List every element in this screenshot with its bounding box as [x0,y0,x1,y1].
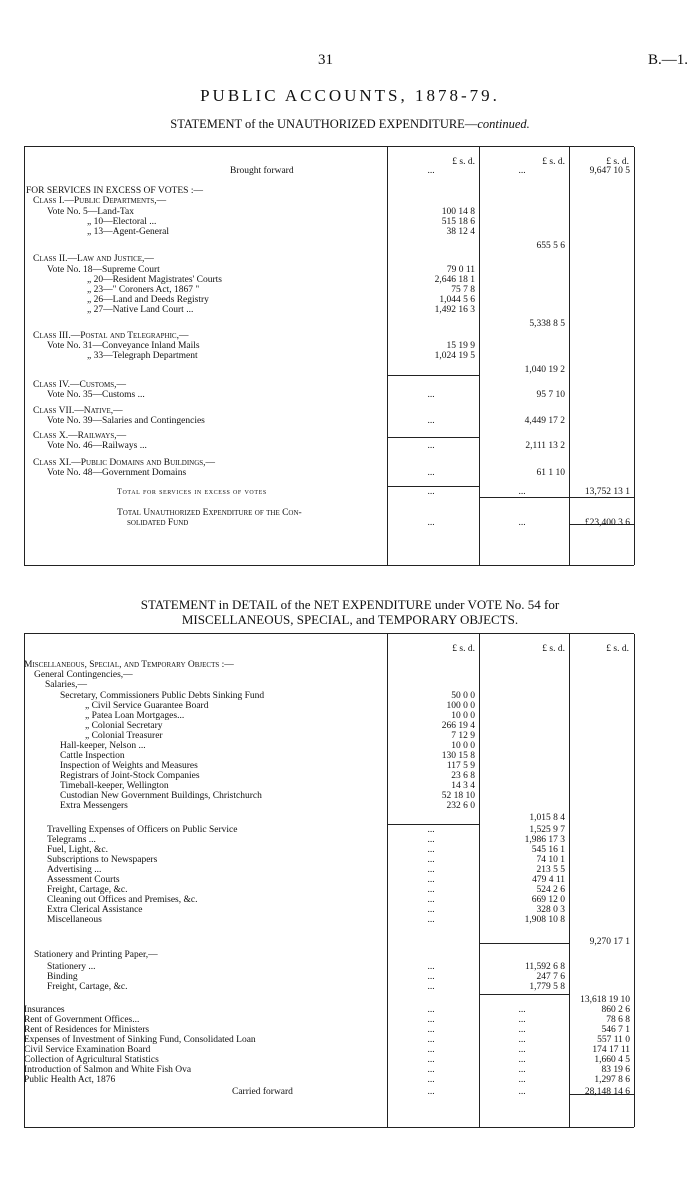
row-label: „ 13—Agent-General [87,227,170,237]
series-code: B.—1. [648,52,689,68]
amount-c2: ... [518,1015,526,1025]
amount-c2: 655 5 6 [536,241,565,251]
row-label: Travelling Expenses of Officers on Public Service [47,825,238,835]
amount-c1: 52 18 10 [441,791,475,801]
row-label: Inspection of Weights and Measures [60,761,198,771]
row-label: Class VII.—Native,— [33,406,123,416]
row-label: Advertising ... [47,865,102,875]
row-label: Total for services in excess of votes [117,487,267,496]
amount-c2: 524 2 6 [536,885,565,895]
amount-c1: ... [427,972,435,982]
amount-c2: ... [518,1055,526,1065]
amount-c2: ... [518,166,526,176]
amount-c1: ... [427,1005,435,1015]
row-label: Total Unauthorized Expenditure of the Con- [117,508,302,518]
amount-c1: ... [427,962,435,972]
col-head-3: £ s. d. [606,644,629,654]
row-label: Assessment Courts [47,875,120,885]
row-label: „ 20—Resident Magistrates' Courts [87,275,222,285]
table-row [24,812,634,824]
row-label: „ 26—Land and Deeds Registry [87,295,209,305]
col-head-1: £ s. d. [452,644,475,654]
amount-c2: 247 7 6 [536,972,565,982]
amount-c1: 38 12 4 [446,227,475,237]
row-label: Collection of Agricultural Statistics [24,1055,159,1065]
amount-c1: ... [427,390,435,400]
table-row [24,226,634,238]
amount-c1: ... [427,825,435,835]
statement1-title [0,117,700,132]
row-label: Fuel, Light, &c. [47,845,108,855]
row-label: Vote No. 48—Government Domains [47,468,187,478]
row-label: Telegrams ... [47,835,96,845]
row-label: Vote No. 39—Salaries and Contingencies [47,416,205,426]
amount-c1: 117 5 9 [446,761,475,771]
page-title: PUBLIC ACCOUNTS, 1878-79. [200,86,500,105]
statement2-title-line2: MISCELLANEOUS, SPECIAL, and TEMPORARY OBJECTS. [181,612,519,627]
row-label: Subscriptions to Newspapers [47,855,158,865]
amount-c1: ... [427,875,435,885]
row-label: Vote No. 5—Land-Tax [47,207,135,217]
amount-c1: ... [427,905,435,915]
row-label: Secretary, Commissioners Public Debts Sinking Fund [60,691,265,701]
row-label: „ 10—Electoral ... [87,217,157,227]
amount-c1: ... [427,915,435,925]
amount-c3: 83 19 6 [601,1065,630,1075]
amount-c2: 213 5 5 [536,865,565,875]
amount-c1: ... [427,1035,435,1045]
amount-c1: 100 0 0 [446,701,475,711]
amount-c2: 1,015 8 4 [529,813,565,823]
amount-c1: 130 15 8 [441,751,475,761]
amount-c3: 78 6 8 [606,1015,630,1025]
table-row [24,486,634,498]
amount-c1: 10 0 0 [451,741,475,751]
amount-c1: 515 18 6 [441,217,475,227]
amount-c2: 1,779 5 8 [529,982,565,992]
row-label: Cleaning out Offices and Premises, &c. [47,895,198,905]
row-label: Extra Messengers [60,801,128,811]
amount-c1: ... [427,835,435,845]
amount-c3: 13,752 13 1 [584,487,630,497]
amount-c1: 100 14 8 [441,207,475,217]
row-label: Insurances [24,1005,65,1015]
amount-c1: ... [427,885,435,895]
row-label: „ 33—Telegraph Department [87,351,198,361]
row-label: Miscellaneous, Special, and Temporary Objects :— [24,660,234,670]
table-row [24,800,634,812]
amount-c1: ... [427,1055,435,1065]
statement2-table [24,633,634,1128]
amount-c2: 2,111 13 2 [525,441,565,451]
amount-c3: 1,660 4 5 [594,1055,630,1065]
amount-c2: ... [518,487,526,497]
row-label: Rent of Government Offices... [24,1015,140,1025]
col-head-2: £ s. d. [542,644,565,654]
amount-c3: 174 17 11 [592,1045,630,1055]
row-label: „ Colonial Secretary [85,721,163,731]
row-label: FOR SERVICES IN EXCESS OF VOTES :— [26,186,203,196]
table-row [24,415,634,427]
amount-c1: 232 6 0 [446,801,475,811]
table-row [24,440,634,452]
amount-c2: ... [518,1065,526,1075]
row-label: Vote No. 35—Customs ... [47,390,145,400]
statement2-title-line1: STATEMENT in DETAIL of the NET EXPENDITURE under VOTE No. 54 for [140,597,560,612]
amount-c2: 1,986 17 3 [524,835,565,845]
row-label: General Contingencies,— [34,670,133,680]
row-label: Class XI.—Public Domains and Buildings,— [33,458,216,468]
row-label: Class X.—Railways,— [33,431,127,441]
table-row [24,914,634,926]
amount-c1: ... [427,845,435,855]
table-row [24,936,634,948]
table-row [24,981,634,993]
table-row [24,318,634,330]
row-label: „ Civil Service Guarantee Board [85,701,209,711]
amount-c1: ... [427,441,435,451]
row-label: Hall-keeper, Nelson ... [60,741,146,751]
amount-c2: ... [518,1005,526,1015]
table-row [24,467,634,479]
amount-c1: ... [427,487,435,497]
amount-c1: 23 6 8 [451,771,475,781]
amount-c1: 10 0 0 [451,711,475,721]
amount-c1: 2,646 18 1 [434,275,475,285]
amount-c1: ... [427,1045,435,1055]
col-head-2: £ s. d. [542,157,565,167]
amount-c1: ... [427,855,435,865]
amount-c1: ... [427,416,435,426]
row-label: Freight, Cartage, &c. [47,982,128,992]
amount-c1: ... [427,518,435,528]
amount-c2: 1,040 19 2 [524,365,565,375]
row-label: Stationery ... [47,962,96,972]
amount-c1: 266 19 4 [441,721,475,731]
row-label: Custodian New Government Buildings, Christchurch [60,791,262,801]
row-label: Binding [47,972,78,982]
amount-c1: ... [427,865,435,875]
row-label: Rent of Residences for Ministers [24,1025,150,1035]
row-label: Carried forward [232,1087,293,1097]
row-label: Class III.—Postal and Telegraphic,— [33,331,189,341]
row-label: Class II.—Law and Justice,— [33,254,154,264]
amount-c1: 50 0 0 [451,691,475,701]
row-label: Expenses of Investment of Sinking Fund, Consolidated Loan [24,1035,256,1045]
amount-c1: 1,044 5 6 [439,295,475,305]
amount-c3: 9,270 17 1 [589,937,630,947]
amount-c2: 479 4 11 [532,875,565,885]
row-label: Class I.—Public Departments,— [33,196,167,206]
amount-c3: 546 7 1 [601,1025,630,1035]
table-row [24,1086,634,1098]
table-row [24,364,634,376]
row-label: Introduction of Salmon and White Fish Ova [24,1065,192,1075]
col-head-3: £ s. d. [606,157,629,167]
amount-c2: 95 7 10 [536,390,565,400]
amount-c2: ... [518,1025,526,1035]
amount-c2: 1,908 10 8 [524,915,565,925]
amount-c3: 9,647 10 5 [589,166,630,176]
amount-c2: 669 12 0 [531,895,565,905]
table-row [24,350,634,362]
row-label: Vote No. 31—Conveyance Inland Mails [47,341,200,351]
amount-c3: 13,618 19 10 [580,995,630,1005]
amount-c1: 15 19 9 [446,341,475,351]
amount-c1: ... [427,468,435,478]
amount-c3: 557 11 0 [597,1035,630,1045]
amount-c2: ... [518,1075,526,1085]
amount-c1: ... [427,1015,435,1025]
statement1-table [24,146,634,566]
amount-c2: 74 10 1 [536,855,565,865]
table-row [24,240,634,252]
table-row [24,165,634,177]
statement1-title-continued: continued. [477,117,530,131]
amount-c1: 7 12 9 [451,731,475,741]
page-number: 31 [318,52,333,68]
amount-c1: ... [427,895,435,905]
row-label: Stationery and Printing Paper,— [34,950,158,960]
amount-c1: ... [427,166,435,176]
row-label: Timeball-keeper, Wellington [60,781,169,791]
row-label: Registrars of Joint-Stock Companies [60,771,200,781]
amount-c2: 61 1 10 [536,468,565,478]
row-label: solidated Fund [127,518,189,528]
row-label: Salaries,— [45,680,87,690]
table-row [24,389,634,401]
amount-c2: 545 16 1 [531,845,565,855]
row-label: Public Health Act, 1876 [24,1075,116,1085]
amount-c1: ... [427,1075,435,1085]
col-head-1: £ s. d. [452,157,475,167]
row-label: Miscellaneous [47,915,102,925]
amount-c1: 14 3 4 [451,781,475,791]
amount-c1: 1,492 16 3 [434,305,475,315]
amount-c2: ... [518,518,526,528]
amount-c3: 28,148 14 6 [584,1087,630,1097]
amount-c3: 860 2 6 [601,1005,630,1015]
amount-c2: ... [518,1087,526,1097]
row-label: Vote No. 18—Supreme Court [47,265,160,275]
row-label: „ 23—" Coroners Act, 1867 " [87,285,200,295]
amount-c2: ... [518,1045,526,1055]
amount-c3: £23,400 3 6 [584,518,630,528]
amount-c2: 4,449 17 2 [524,416,565,426]
row-label: „ Patea Loan Mortgages... [85,711,185,721]
amount-c2: 1,525 9 7 [529,825,565,835]
row-label: Freight, Cartage, &c. [47,885,128,895]
amount-c2: 5,338 8 5 [529,319,565,329]
row-label: Extra Clerical Assistance [47,905,143,915]
amount-c1: 1,024 19 5 [434,351,475,361]
row-label: Civil Service Examination Board [24,1045,151,1055]
row-label: Vote No. 46—Railways ... [47,441,147,451]
table-row [24,1074,634,1086]
amount-c1: 79 0 11 [446,265,475,275]
amount-c1: 75 7 8 [451,285,475,295]
row-label: Cattle Inspection [60,751,125,761]
amount-c2: 11,592 6 8 [524,962,565,972]
row-label: „ 27—Native Land Court ... [87,305,194,315]
amount-c2: ... [518,1035,526,1045]
statement1-title-main: STATEMENT of the UNAUTHORIZED EXPENDITURE— [170,117,478,131]
table-row [24,517,634,529]
amount-c1: ... [427,1025,435,1035]
table-row [24,949,634,961]
table-row [24,304,634,316]
row-label: Brought forward [230,166,294,176]
amount-c1: ... [427,1087,435,1097]
amount-c3: 1,297 8 6 [594,1075,630,1085]
amount-c2: 328 0 3 [536,905,565,915]
amount-c1: ... [427,1065,435,1075]
row-label: „ Colonial Treasurer [85,731,163,741]
row-label: Class IV.—Customs,— [33,380,126,390]
amount-c1: ... [427,982,435,992]
